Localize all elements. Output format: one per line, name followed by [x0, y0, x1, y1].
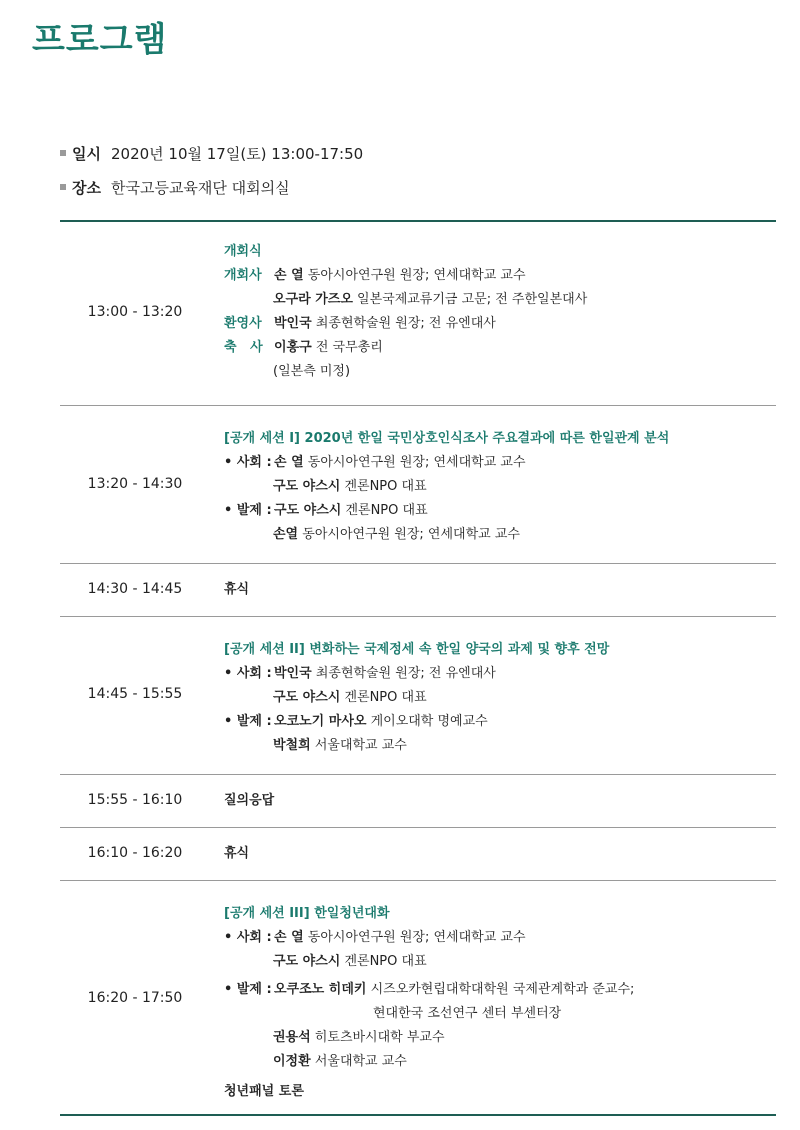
role-label: • 발제 :	[224, 714, 272, 729]
row-divider	[60, 774, 776, 775]
bullet-square-icon	[60, 150, 66, 156]
person-name: 손 열	[274, 930, 304, 945]
person-name: 손 열	[274, 455, 304, 470]
person-desc: 히토츠바시대학 부교수	[314, 1030, 445, 1045]
page-title: 프로그램	[32, 20, 168, 60]
session-time: 16:10 - 16:20	[87, 845, 183, 861]
session-public-3	[224, 902, 634, 1104]
person-desc: 겐론NPO 대표	[344, 479, 427, 494]
person-desc: 겐론NPO 대표	[344, 954, 427, 969]
person-name: 박인국	[274, 666, 312, 681]
person-name: 오쿠조노 히데키	[274, 982, 367, 997]
note: (일본측 미정)	[273, 364, 351, 379]
row-divider	[60, 616, 776, 617]
bullet-square-icon	[60, 184, 66, 190]
session-time: 13:20 - 14:30	[87, 476, 183, 492]
person-desc: 일본국제교류기금 고문; 전 주한일본대사	[357, 292, 588, 307]
session-heading: [공개 세션 III] 한일청년대화	[224, 906, 390, 921]
session-time: 14:45 - 15:55	[87, 686, 183, 702]
person-desc: 최종현학술원 원장; 전 유엔대사	[315, 316, 496, 331]
role-label: • 발제 :	[224, 503, 272, 518]
session-heading: [공개 세션 II] 변화하는 국제정세 속 한일 양국의 과제 및 향후 전망	[224, 642, 610, 657]
person-desc: 겐론NPO 대표	[345, 503, 428, 518]
row-divider	[60, 563, 776, 564]
qa-label: 질의응답	[224, 793, 275, 808]
person-desc: 전 국무총리	[315, 340, 383, 355]
date-value: 2020년 10월 17일(토) 13:00-17:50	[110, 145, 364, 163]
place-value: 한국고등교육재단 대회의실	[110, 179, 290, 197]
role-label: • 발제 :	[224, 982, 272, 997]
person-name: 구도 야스시	[274, 503, 342, 518]
person-desc: 서울대학교 교수	[314, 1054, 407, 1069]
session-time: 16:20 - 17:50	[87, 990, 183, 1006]
person-desc: 최종현학술원 원장; 전 유엔대사	[315, 666, 496, 681]
place-label: 장소	[72, 179, 101, 197]
role-label: • 사회 :	[224, 930, 272, 945]
person-desc: 겐론NPO 대표	[344, 690, 427, 705]
person-name: 이정환	[273, 1054, 311, 1069]
person-desc: 동아시아연구원 원장; 연세대학교 교수	[302, 527, 520, 542]
break-label: 휴식	[224, 846, 250, 861]
row-divider	[60, 827, 776, 828]
role-label: 개회사	[224, 268, 262, 283]
closing-label: 청년패널 토론	[224, 1084, 304, 1099]
date-label: 일시	[72, 145, 101, 163]
break-label: 휴식	[224, 582, 250, 597]
person-name: 권용석	[273, 1030, 311, 1045]
place-row	[60, 177, 290, 198]
session-public-1	[224, 427, 669, 547]
person-desc: 동아시아연구원 원장; 연세대학교 교수	[307, 930, 526, 945]
table-top-rule	[60, 220, 776, 222]
session-opening	[224, 240, 587, 384]
row-divider	[60, 405, 776, 406]
session-time: 15:55 - 16:10	[87, 792, 183, 808]
person-name: 손열	[273, 527, 299, 542]
role-label: 환영사	[224, 316, 262, 331]
row-divider	[60, 880, 776, 881]
person-desc: 시즈오카현립대학대학원 국제관계학과 준교수;	[370, 982, 635, 997]
role-label: 축 사	[224, 340, 263, 355]
person-desc: 동아시아연구원 원장; 연세대학교 교수	[307, 268, 526, 283]
person-name: 오구라 가즈오	[273, 292, 353, 307]
person-name: 구도 야스시	[273, 479, 341, 494]
session-time: 14:30 - 14:45	[87, 581, 183, 597]
person-name: 구도 야스시	[273, 690, 341, 705]
person-desc: 현대한국 조선연구 센터 부센터장	[373, 1006, 562, 1021]
person-name: 오코노기 마사오	[274, 714, 367, 729]
role-label: • 사회 :	[224, 666, 272, 681]
person-name: 박철희	[273, 738, 311, 753]
date-row	[60, 143, 363, 164]
person-name: 구도 야스시	[273, 954, 341, 969]
person-name: 이홍구	[274, 340, 312, 355]
table-bottom-rule	[60, 1114, 776, 1116]
person-name: 박인국	[274, 316, 312, 331]
session-public-2	[224, 638, 609, 758]
session-time: 13:00 - 13:20	[87, 304, 183, 320]
person-desc: 게이오대학 명예교수	[370, 714, 488, 729]
person-desc: 서울대학교 교수	[314, 738, 407, 753]
session-heading: 개회식	[224, 244, 262, 259]
person-name: 손 열	[274, 268, 304, 283]
person-desc: 동아시아연구원 원장; 연세대학교 교수	[307, 455, 526, 470]
role-label: • 사회 :	[224, 455, 272, 470]
session-heading: [공개 세션 I] 2020년 한일 국민상호인식조사 주요결과에 따른 한일관계 분석	[224, 431, 670, 446]
